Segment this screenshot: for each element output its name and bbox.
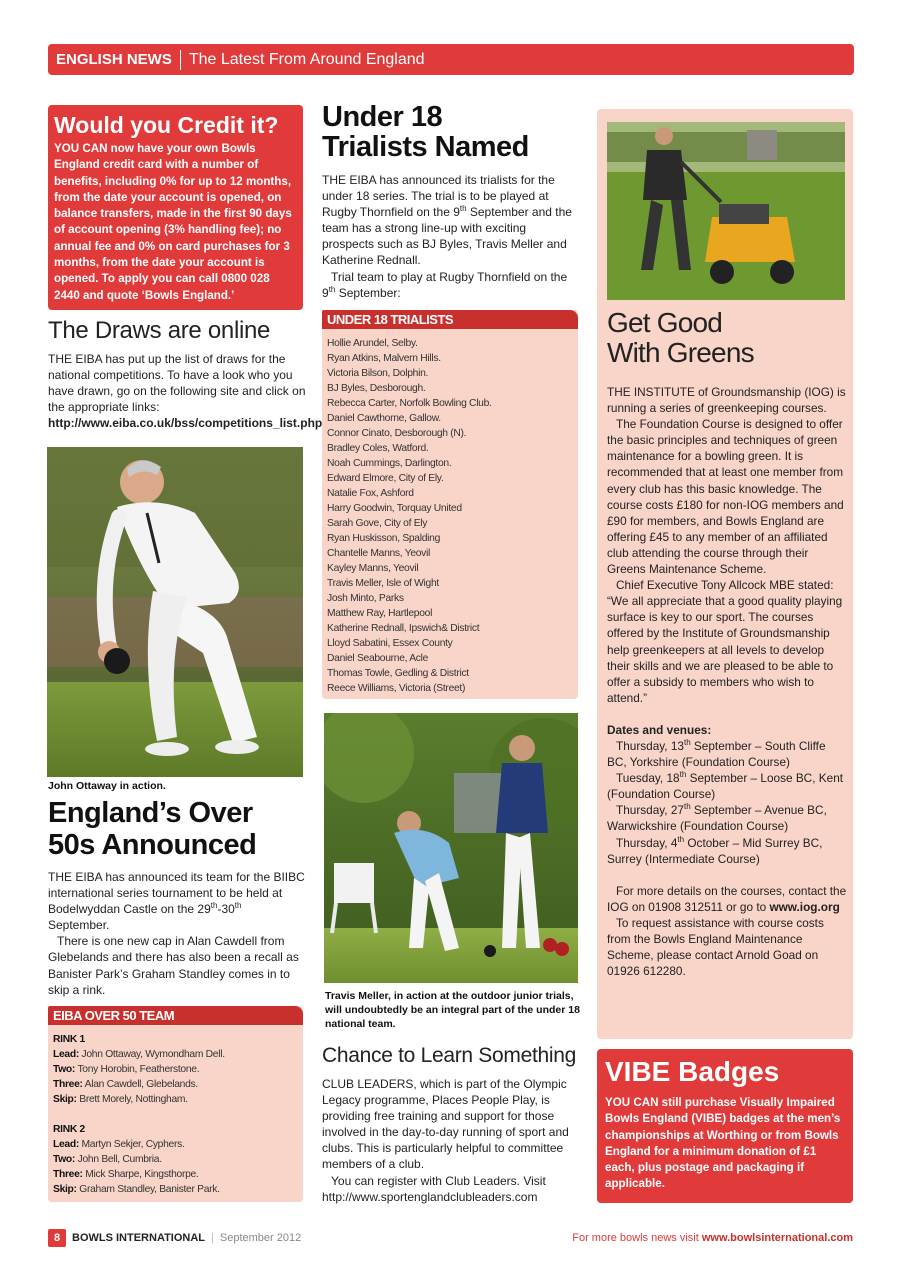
draws-link[interactable]: http://www.eiba.co.uk/bss/competitions_list.php <box>48 416 323 431</box>
trialist-item: Reece Williams, Victoria (Street) <box>327 683 466 694</box>
greens-p1: THE INSTITUTE of Groundsmanship (IOG) is running a series of greenkeeping courses. <box>607 385 846 416</box>
trialist-item: Natalie Fox, Ashford <box>327 488 414 499</box>
under18-p2: Trial team to play at Rugby Thornfield on the 9th September: <box>322 269 568 300</box>
rink2-skip: Skip: Graham Standley, Banister Park. <box>53 1184 220 1195</box>
trialist-item: Ryan Atkins, Malvern Hills. <box>327 353 441 364</box>
photo1-caption: John Ottaway in action. <box>48 780 166 792</box>
chance-p1: CLUB LEADERS, which is part of the Olympic Legacy programme, Places People Play, is providing free training and support for those involved in the day-to-day running of sport and clubs. This is particularly helpful to committee members of a club. <box>322 1077 569 1172</box>
draws-body: THE EIBA has put up the list of draws for the national competitions. To have a look who you have drawn, go on the following site and click on the appropriate links: <box>48 352 306 415</box>
greens-title-line2: With Greens <box>607 337 754 368</box>
section-tag: ENGLISH NEWS <box>48 50 181 70</box>
rink2-two: Two: John Bell, Cumbria. <box>53 1154 162 1165</box>
rink2-lead: Lead: Martyn Sekjer, Cyphers. <box>53 1139 185 1150</box>
over50-team-list <box>48 1025 303 1197</box>
trialist-item: Edward Elmore, City of Ely. <box>327 473 444 484</box>
rink1-skip: Skip: Brett Morely, Nottingham. <box>53 1094 188 1105</box>
credit-box <box>48 105 303 310</box>
footer-link[interactable]: www.bowlsinternational.com <box>701 1232 853 1244</box>
photo-travis-meller <box>324 713 578 983</box>
draws-article <box>48 317 323 431</box>
over50-article <box>48 797 306 998</box>
footer-separator: | <box>211 1232 214 1244</box>
rink1-two: Two: Tony Horobin, Featherstone. <box>53 1064 200 1075</box>
section-banner <box>48 44 854 75</box>
over50-team-header: EIBA OVER 50 TEAM <box>48 1006 303 1025</box>
section-subtitle: The Latest From Around England <box>188 50 425 68</box>
trialist-item: Sarah Gove, City of Ely <box>327 518 428 529</box>
chance-title: Chance to Learn Something <box>322 1044 577 1067</box>
trialist-item: Connor Cinato, Desborough (N). <box>327 428 467 439</box>
under18-p1: THE EIBA has announced its trialists for the under 18 series. The trial is to be played at Rugby Thornfield on the 9th September and the team has a strong line-up with exciting prospects such as BJ Byles, Travis Meller and Katherine Rednall. <box>322 173 572 268</box>
rink1-lead: Lead: John Ottaway, Wymondham Dell. <box>53 1049 225 1060</box>
trialist-item: Matthew Ray, Hartlepool <box>327 608 433 619</box>
rink2-three: Three: Mick Sharpe, Kingsthorpe. <box>53 1169 199 1180</box>
credit-body: YOU CAN now have your own Bowls England credit card with a number of benefits, including 0% for up to 12 months, from the date your account is opened, on balance transfers, made in the first 90 days of account opening (3% handling fee); no annual fee and 0% on card purchases for 3 months, from the date your account is opened. To apply you can call 0800 028 2440 and quote ‘Bowls England.’ <box>54 142 292 302</box>
trialist-item: Josh Minto, Parks <box>327 593 404 604</box>
greens-dates-heading: Dates and venues: <box>607 722 712 737</box>
greens-title-line1: Get Good <box>607 307 723 338</box>
bowler-photo-illustration <box>47 447 303 777</box>
trialists-box <box>322 310 578 699</box>
over50-p1: THE EIBA has announced its team for the BIIBC international series tournament to be held at Bodelwyddan Castle on the 29th-30th September. <box>48 870 305 933</box>
vibe-box <box>597 1049 853 1203</box>
footer-left <box>48 1229 301 1247</box>
greens-p4: For more details on the courses, contact the IOG on 01908 312511 or go to www.iog.org <box>607 883 847 914</box>
chance-article <box>322 1044 578 1205</box>
over50-p2: There is one new cap in Alan Cawdell from Glebelands and there has also been a recall as Banister Park’s Graham Standley comes in to skip a rink. <box>48 934 299 997</box>
vibe-title: VIBE Badges <box>605 1056 780 1087</box>
under18-title-line2: Trialists Named <box>322 131 529 163</box>
trialist-item: Victoria Bilson, Dolphin. <box>327 368 429 379</box>
footer-right-text: For more bowls news visit <box>572 1232 702 1244</box>
trialist-item: Ryan Huskisson, Spalding <box>327 533 440 544</box>
greens-p5: To request assistance with course costs from the Bowls England Maintenance Scheme, please contact Arnold Goad on 01926 612280. <box>607 915 824 979</box>
trialist-item: Lloyd Sabatini, Essex County <box>327 638 453 649</box>
rink1-three: Three: Alan Cawdell, Glebelands. <box>53 1079 198 1090</box>
trialist-item: BJ Byles, Desborough. <box>327 383 426 394</box>
trialist-item: Hollie Arundel, Selby. <box>327 338 418 349</box>
junior-trials-photo-illustration <box>324 713 578 983</box>
trialist-item: Daniel Seabourne, Acle <box>327 653 429 664</box>
photo-john-ottaway <box>47 447 303 777</box>
trialist-item: Thomas Towle, Gedling & District <box>327 668 469 679</box>
over50-team-box <box>48 1006 303 1202</box>
photo2-caption: Travis Meller, in action at the outdoor junior trials, will undoubtedly be an integral part of the under 18 national team. <box>325 990 580 1030</box>
trialists-list <box>322 329 578 696</box>
greens-date-4: Thursday, 4th October – Mid Surrey BC, Surrey (Intermediate Course) <box>607 834 823 866</box>
trialist-item: Noah Cummings, Darlington. <box>327 458 452 469</box>
rink1-name: RINK 1 <box>53 1034 85 1045</box>
greens-date-2: Tuesday, 18th September – Loose BC, Kent (Foundation Course) <box>607 770 844 802</box>
trialist-item: Kayley Manns, Yeovil <box>327 563 419 574</box>
greens-date-1: Thursday, 13th September – South Cliffe BC, Yorkshire (Foundation Course) <box>607 738 826 770</box>
trialist-item: Daniel Cawthorne, Gallow. <box>327 413 441 424</box>
under18-title-line1: Under 18 <box>322 101 443 133</box>
greens-p3: Chief Executive Tony Allcock MBE stated: “We all appreciate that a good quality playing surface is key to our sport. The courses offered by the Institute of Groundsmanship help greenkeepers at all levels to develop their skills and we are pleased to be able to offer a subsidy to members who wish to attend.” <box>607 578 843 705</box>
trialist-item: Chantelle Manns, Yeovil <box>327 548 431 559</box>
footer-right <box>572 1232 853 1244</box>
greens-article <box>607 308 847 979</box>
draws-title: The Draws are online <box>48 317 271 344</box>
greens-p2: The Foundation Course is designed to offer the basic principles and techniques of green maintenance for a bowling green. It is recommended that at least one member from every club has this basic knowledge. The course costs £180 for non-IOG members and £90 for members, and Bowls England are offering £45 to any member of an affiliated club attending the course through their Greens Maintenance Scheme. <box>607 417 844 577</box>
trialist-item: Harry Goodwin, Torquay United <box>327 503 462 514</box>
page-number: 8 <box>48 1229 66 1247</box>
chance-p2: You can register with Club Leaders. Visit http://www.sportenglandclubleaders.com <box>322 1173 546 1204</box>
trialist-item: Katherine Rednall, Ipswich& District <box>327 623 480 634</box>
greens-date-3: Thursday, 27th September – Avenue BC, Warwickshire (Foundation Course) <box>607 802 827 834</box>
rink2-name: RINK 2 <box>53 1124 85 1135</box>
trialist-item: Travis Meller, Isle of Wight <box>327 578 439 589</box>
trialists-header: UNDER 18 TRIALISTS <box>322 310 578 329</box>
footer-date: September 2012 <box>219 1232 302 1244</box>
vibe-body: YOU CAN still purchase Visually Impaired Bowls England (VIBE) badges at the men’s championships at Worthing or from Bowls England for a minimum donation of £1 each, plus postage and packaging if applicable. <box>605 1096 841 1191</box>
over50-title: England’s Over 50s Announced <box>48 797 257 861</box>
trialist-item: Rebecca Carter, Norfolk Bowling Club. <box>327 398 492 409</box>
credit-title: Would you Credit it? <box>54 112 279 138</box>
photo-greenkeeper <box>607 122 845 300</box>
footer-publication: BOWLS INTERNATIONAL <box>72 1232 206 1244</box>
trialist-item: Bradley Coles, Watford. <box>327 443 429 454</box>
iog-link[interactable]: www.iog.org <box>769 899 840 914</box>
under18-article <box>322 102 578 301</box>
greenkeeper-photo-illustration <box>607 122 845 300</box>
